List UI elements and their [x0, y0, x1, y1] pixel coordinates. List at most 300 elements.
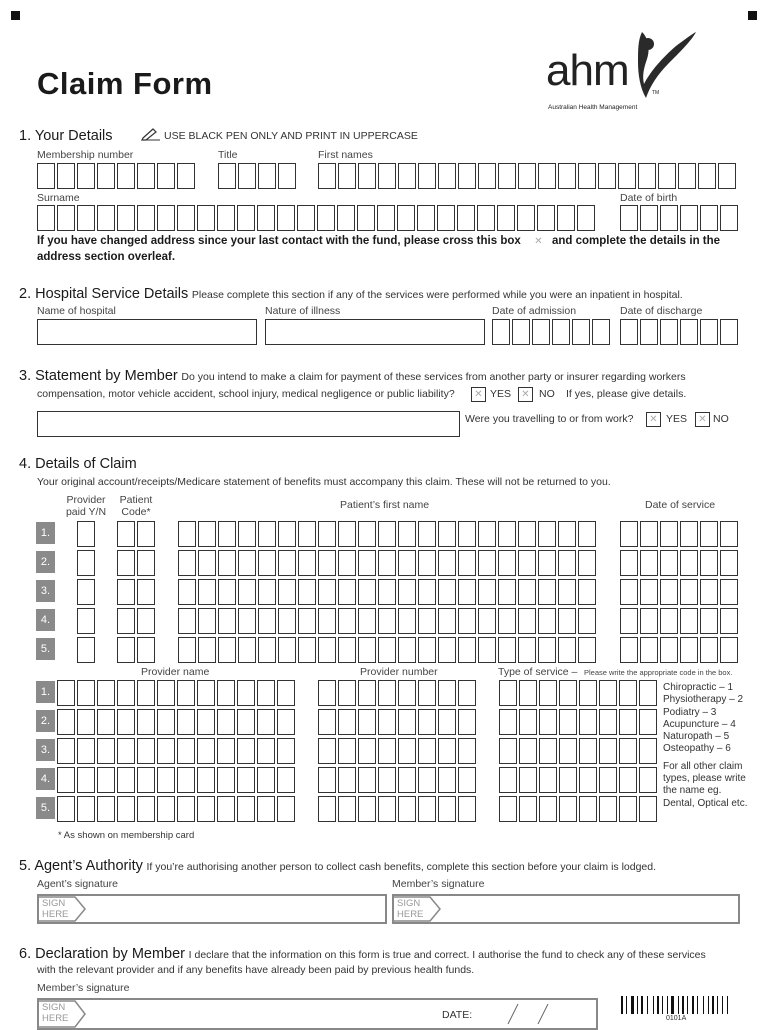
- patient-name-box[interactable]: [258, 579, 276, 605]
- service-type-box[interactable]: [639, 767, 657, 793]
- patient-name-box[interactable]: [438, 579, 456, 605]
- service-date-box[interactable]: [660, 521, 678, 547]
- provider-name-box[interactable]: [197, 680, 215, 706]
- provider-name-box[interactable]: [217, 796, 235, 822]
- patient-name-box[interactable]: [278, 637, 296, 663]
- patient-name-box[interactable]: [418, 521, 436, 547]
- patient-name-box[interactable]: [418, 637, 436, 663]
- char-box[interactable]: [620, 319, 638, 345]
- char-box[interactable]: [238, 163, 256, 189]
- provider-name-box[interactable]: [257, 767, 275, 793]
- patient-name-box[interactable]: [318, 550, 336, 576]
- patient-name-box[interactable]: [298, 608, 316, 634]
- char-box[interactable]: [518, 163, 536, 189]
- patient-code-box[interactable]: [137, 608, 155, 634]
- provider-name-box[interactable]: [97, 680, 115, 706]
- provider-name-box[interactable]: [217, 738, 235, 764]
- patient-name-box[interactable]: [198, 521, 216, 547]
- char-box[interactable]: [660, 205, 678, 231]
- provider-paid-box[interactable]: [77, 637, 95, 663]
- patient-name-box[interactable]: [418, 550, 436, 576]
- char-box[interactable]: [598, 163, 616, 189]
- patient-name-box[interactable]: [458, 608, 476, 634]
- provider-number-box[interactable]: [358, 796, 376, 822]
- provider-name-box[interactable]: [77, 738, 95, 764]
- patient-name-box[interactable]: [178, 550, 196, 576]
- provider-name-box[interactable]: [117, 709, 135, 735]
- char-box[interactable]: [698, 163, 716, 189]
- provider-paid-box[interactable]: [77, 608, 95, 634]
- char-box[interactable]: [97, 205, 115, 231]
- service-type-box[interactable]: [599, 680, 617, 706]
- provider-name-box[interactable]: [97, 738, 115, 764]
- patient-name-box[interactable]: [518, 550, 536, 576]
- char-box[interactable]: [720, 205, 738, 231]
- provider-name-box[interactable]: [57, 680, 75, 706]
- patient-name-box[interactable]: [278, 521, 296, 547]
- service-type-box[interactable]: [579, 767, 597, 793]
- patient-name-box[interactable]: [458, 637, 476, 663]
- service-date-box[interactable]: [680, 637, 698, 663]
- service-type-box[interactable]: [519, 738, 537, 764]
- provider-name-box[interactable]: [277, 738, 295, 764]
- patient-name-box[interactable]: [398, 521, 416, 547]
- provider-number-box[interactable]: [378, 680, 396, 706]
- patient-code-box[interactable]: [117, 608, 135, 634]
- service-type-box[interactable]: [599, 767, 617, 793]
- provider-name-box[interactable]: [137, 709, 155, 735]
- service-type-box[interactable]: [639, 680, 657, 706]
- char-box[interactable]: [558, 163, 576, 189]
- char-box[interactable]: [57, 205, 75, 231]
- provider-name-box[interactable]: [157, 796, 175, 822]
- patient-name-box[interactable]: [578, 521, 596, 547]
- char-box[interactable]: [417, 205, 435, 231]
- provider-name-box[interactable]: [97, 709, 115, 735]
- char-box[interactable]: [477, 205, 495, 231]
- char-box[interactable]: [117, 205, 135, 231]
- service-type-box[interactable]: [599, 738, 617, 764]
- provider-paid-box[interactable]: [77, 521, 95, 547]
- service-date-box[interactable]: [620, 608, 638, 634]
- service-date-box[interactable]: [720, 550, 738, 576]
- patient-name-box[interactable]: [438, 608, 456, 634]
- patient-name-box[interactable]: [258, 550, 276, 576]
- char-box[interactable]: [397, 205, 415, 231]
- char-box[interactable]: [338, 163, 356, 189]
- service-date-box[interactable]: [660, 637, 678, 663]
- service-type-box[interactable]: [519, 680, 537, 706]
- char-box[interactable]: [437, 205, 455, 231]
- provider-name-box[interactable]: [237, 796, 255, 822]
- patient-name-box[interactable]: [318, 608, 336, 634]
- char-box[interactable]: [512, 319, 530, 345]
- service-type-box[interactable]: [599, 709, 617, 735]
- service-date-box[interactable]: [640, 550, 658, 576]
- patient-name-box[interactable]: [218, 608, 236, 634]
- patient-name-box[interactable]: [558, 579, 576, 605]
- patient-name-box[interactable]: [478, 579, 496, 605]
- patient-name-box[interactable]: [358, 579, 376, 605]
- char-box[interactable]: [532, 319, 550, 345]
- patient-name-box[interactable]: [478, 550, 496, 576]
- service-date-box[interactable]: [620, 637, 638, 663]
- agent-signature-box[interactable]: [37, 894, 387, 924]
- service-date-box[interactable]: [720, 521, 738, 547]
- patient-name-box[interactable]: [378, 637, 396, 663]
- char-box[interactable]: [537, 205, 555, 231]
- patient-name-box[interactable]: [458, 550, 476, 576]
- provider-name-box[interactable]: [197, 796, 215, 822]
- char-box[interactable]: [620, 205, 638, 231]
- char-box[interactable]: [572, 319, 590, 345]
- patient-name-box[interactable]: [318, 579, 336, 605]
- patient-name-box[interactable]: [238, 550, 256, 576]
- provider-number-box[interactable]: [358, 680, 376, 706]
- patient-name-box[interactable]: [258, 637, 276, 663]
- provider-name-box[interactable]: [57, 796, 75, 822]
- provider-name-box[interactable]: [77, 709, 95, 735]
- provider-number-box[interactable]: [458, 709, 476, 735]
- service-date-box[interactable]: [680, 521, 698, 547]
- provider-name-box[interactable]: [257, 709, 275, 735]
- service-date-box[interactable]: [700, 579, 718, 605]
- service-type-box[interactable]: [519, 709, 537, 735]
- patient-name-box[interactable]: [538, 579, 556, 605]
- char-box[interactable]: [377, 205, 395, 231]
- provider-name-box[interactable]: [237, 680, 255, 706]
- provider-name-box[interactable]: [257, 738, 275, 764]
- patient-name-box[interactable]: [358, 637, 376, 663]
- patient-name-box[interactable]: [518, 579, 536, 605]
- service-type-box[interactable]: [639, 738, 657, 764]
- patient-name-box[interactable]: [178, 608, 196, 634]
- patient-name-box[interactable]: [438, 550, 456, 576]
- patient-code-box[interactable]: [137, 550, 155, 576]
- provider-number-box[interactable]: [438, 680, 456, 706]
- provider-number-box[interactable]: [418, 738, 436, 764]
- service-type-box[interactable]: [499, 709, 517, 735]
- provider-number-box[interactable]: [318, 709, 336, 735]
- patient-name-box[interactable]: [558, 521, 576, 547]
- patient-name-box[interactable]: [518, 637, 536, 663]
- char-box[interactable]: [680, 319, 698, 345]
- provider-name-box[interactable]: [117, 738, 135, 764]
- provider-name-box[interactable]: [117, 767, 135, 793]
- char-box[interactable]: [538, 163, 556, 189]
- provider-number-box[interactable]: [458, 767, 476, 793]
- provider-name-box[interactable]: [177, 680, 195, 706]
- patient-name-box[interactable]: [318, 637, 336, 663]
- service-type-box[interactable]: [539, 796, 557, 822]
- provider-name-box[interactable]: [137, 680, 155, 706]
- patient-name-box[interactable]: [498, 637, 516, 663]
- patient-name-box[interactable]: [398, 579, 416, 605]
- provider-number-box[interactable]: [318, 767, 336, 793]
- char-box[interactable]: [398, 163, 416, 189]
- patient-name-box[interactable]: [298, 521, 316, 547]
- char-box[interactable]: [577, 205, 595, 231]
- patient-name-box[interactable]: [278, 579, 296, 605]
- patient-name-box[interactable]: [538, 637, 556, 663]
- char-box[interactable]: [137, 205, 155, 231]
- provider-name-box[interactable]: [277, 709, 295, 735]
- service-date-box[interactable]: [720, 637, 738, 663]
- provider-number-box[interactable]: [338, 796, 356, 822]
- char-box[interactable]: [317, 205, 335, 231]
- service-type-box[interactable]: [579, 680, 597, 706]
- service-date-box[interactable]: [660, 579, 678, 605]
- provider-name-box[interactable]: [97, 796, 115, 822]
- char-box[interactable]: [297, 205, 315, 231]
- service-date-box[interactable]: [620, 579, 638, 605]
- service-type-box[interactable]: [579, 796, 597, 822]
- patient-name-box[interactable]: [238, 521, 256, 547]
- char-box[interactable]: [37, 205, 55, 231]
- service-type-box[interactable]: [539, 709, 557, 735]
- provider-number-box[interactable]: [438, 767, 456, 793]
- provider-number-box[interactable]: [398, 767, 416, 793]
- service-type-box[interactable]: [559, 738, 577, 764]
- patient-name-box[interactable]: [418, 608, 436, 634]
- service-type-box[interactable]: [559, 680, 577, 706]
- third-party-yes-checkbox[interactable]: ✕: [471, 387, 486, 402]
- provider-name-box[interactable]: [77, 796, 95, 822]
- service-type-box[interactable]: [499, 796, 517, 822]
- char-box[interactable]: [37, 163, 55, 189]
- provider-name-box[interactable]: [57, 767, 75, 793]
- patient-name-box[interactable]: [498, 608, 516, 634]
- patient-name-box[interactable]: [318, 521, 336, 547]
- provider-name-box[interactable]: [257, 796, 275, 822]
- patient-name-box[interactable]: [338, 550, 356, 576]
- patient-name-box[interactable]: [378, 608, 396, 634]
- service-date-box[interactable]: [700, 550, 718, 576]
- patient-code-box[interactable]: [117, 521, 135, 547]
- char-box[interactable]: [497, 205, 515, 231]
- provider-number-box[interactable]: [418, 767, 436, 793]
- char-box[interactable]: [638, 163, 656, 189]
- provider-name-box[interactable]: [197, 709, 215, 735]
- patient-name-box[interactable]: [218, 637, 236, 663]
- provider-number-box[interactable]: [318, 796, 336, 822]
- provider-name-box[interactable]: [197, 738, 215, 764]
- service-date-box[interactable]: [720, 579, 738, 605]
- third-party-no-checkbox[interactable]: ✕: [518, 387, 533, 402]
- patient-name-box[interactable]: [478, 608, 496, 634]
- service-date-box[interactable]: [680, 579, 698, 605]
- patient-name-box[interactable]: [238, 637, 256, 663]
- patient-name-box[interactable]: [398, 608, 416, 634]
- patient-name-box[interactable]: [538, 521, 556, 547]
- patient-name-box[interactable]: [358, 550, 376, 576]
- char-box[interactable]: [277, 205, 295, 231]
- char-box[interactable]: [592, 319, 610, 345]
- patient-name-box[interactable]: [358, 521, 376, 547]
- service-date-box[interactable]: [720, 608, 738, 634]
- provider-name-box[interactable]: [177, 709, 195, 735]
- provider-number-box[interactable]: [418, 796, 436, 822]
- provider-number-box[interactable]: [398, 796, 416, 822]
- provider-number-box[interactable]: [358, 709, 376, 735]
- patient-name-box[interactable]: [398, 637, 416, 663]
- provider-name-box[interactable]: [157, 738, 175, 764]
- provider-name-box[interactable]: [177, 738, 195, 764]
- provider-number-box[interactable]: [318, 738, 336, 764]
- patient-name-box[interactable]: [338, 579, 356, 605]
- patient-name-box[interactable]: [518, 608, 536, 634]
- patient-name-box[interactable]: [178, 637, 196, 663]
- char-box[interactable]: [258, 163, 276, 189]
- char-box[interactable]: [257, 205, 275, 231]
- provider-number-box[interactable]: [438, 796, 456, 822]
- provider-name-box[interactable]: [177, 767, 195, 793]
- service-date-box[interactable]: [680, 550, 698, 576]
- char-box[interactable]: [618, 163, 636, 189]
- service-date-box[interactable]: [700, 637, 718, 663]
- patient-name-box[interactable]: [338, 521, 356, 547]
- patient-name-box[interactable]: [578, 550, 596, 576]
- patient-name-box[interactable]: [198, 550, 216, 576]
- provider-name-box[interactable]: [77, 680, 95, 706]
- provider-number-box[interactable]: [338, 680, 356, 706]
- provider-number-box[interactable]: [358, 767, 376, 793]
- char-box[interactable]: [700, 319, 718, 345]
- provider-name-box[interactable]: [237, 709, 255, 735]
- patient-name-box[interactable]: [198, 608, 216, 634]
- char-box[interactable]: [658, 163, 676, 189]
- char-box[interactable]: [552, 319, 570, 345]
- service-date-box[interactable]: [640, 521, 658, 547]
- service-type-box[interactable]: [539, 767, 557, 793]
- char-box[interactable]: [640, 319, 658, 345]
- provider-number-box[interactable]: [398, 738, 416, 764]
- service-type-box[interactable]: [499, 680, 517, 706]
- patient-name-box[interactable]: [258, 608, 276, 634]
- provider-name-box[interactable]: [57, 738, 75, 764]
- service-type-box[interactable]: [639, 709, 657, 735]
- hospital-name-field[interactable]: [37, 319, 257, 345]
- provider-number-box[interactable]: [378, 767, 396, 793]
- patient-name-box[interactable]: [558, 637, 576, 663]
- patient-name-box[interactable]: [258, 521, 276, 547]
- service-date-box[interactable]: [680, 608, 698, 634]
- patient-name-box[interactable]: [578, 637, 596, 663]
- char-box[interactable]: [218, 163, 236, 189]
- patient-code-box[interactable]: [117, 550, 135, 576]
- provider-number-box[interactable]: [338, 767, 356, 793]
- char-box[interactable]: [358, 163, 376, 189]
- patient-name-box[interactable]: [558, 550, 576, 576]
- patient-name-box[interactable]: [178, 579, 196, 605]
- provider-number-box[interactable]: [318, 680, 336, 706]
- patient-name-box[interactable]: [278, 608, 296, 634]
- service-type-box[interactable]: [619, 709, 637, 735]
- provider-number-box[interactable]: [418, 680, 436, 706]
- patient-name-box[interactable]: [498, 521, 516, 547]
- service-type-box[interactable]: [619, 796, 637, 822]
- service-type-box[interactable]: [519, 767, 537, 793]
- patient-name-box[interactable]: [278, 550, 296, 576]
- patient-name-box[interactable]: [338, 637, 356, 663]
- provider-number-box[interactable]: [438, 709, 456, 735]
- char-box[interactable]: [278, 163, 296, 189]
- service-type-box[interactable]: [539, 680, 557, 706]
- char-box[interactable]: [177, 205, 195, 231]
- patient-name-box[interactable]: [578, 608, 596, 634]
- service-type-box[interactable]: [599, 796, 617, 822]
- provider-number-box[interactable]: [398, 709, 416, 735]
- provider-name-box[interactable]: [157, 709, 175, 735]
- char-box[interactable]: [557, 205, 575, 231]
- char-box[interactable]: [492, 319, 510, 345]
- provider-number-box[interactable]: [338, 709, 356, 735]
- provider-name-box[interactable]: [137, 738, 155, 764]
- service-date-box[interactable]: [620, 550, 638, 576]
- char-box[interactable]: [97, 163, 115, 189]
- char-box[interactable]: [378, 163, 396, 189]
- provider-number-box[interactable]: [338, 738, 356, 764]
- provider-name-box[interactable]: [157, 680, 175, 706]
- patient-name-box[interactable]: [178, 521, 196, 547]
- provider-name-box[interactable]: [137, 767, 155, 793]
- patient-name-box[interactable]: [358, 608, 376, 634]
- char-box[interactable]: [318, 163, 336, 189]
- address-change-checkbox[interactable]: ✕: [534, 236, 543, 247]
- char-box[interactable]: [720, 319, 738, 345]
- travel-no-checkbox[interactable]: ✕: [695, 412, 710, 427]
- char-box[interactable]: [197, 205, 215, 231]
- patient-code-box[interactable]: [137, 579, 155, 605]
- provider-name-box[interactable]: [277, 767, 295, 793]
- patient-name-box[interactable]: [198, 579, 216, 605]
- patient-name-box[interactable]: [378, 579, 396, 605]
- provider-name-box[interactable]: [157, 767, 175, 793]
- char-box[interactable]: [578, 163, 596, 189]
- service-date-box[interactable]: [640, 579, 658, 605]
- service-date-box[interactable]: [700, 521, 718, 547]
- provider-name-box[interactable]: [237, 738, 255, 764]
- patient-name-box[interactable]: [498, 550, 516, 576]
- service-type-box[interactable]: [559, 767, 577, 793]
- service-date-box[interactable]: [620, 521, 638, 547]
- provider-name-box[interactable]: [277, 680, 295, 706]
- provider-name-box[interactable]: [57, 709, 75, 735]
- patient-name-box[interactable]: [398, 550, 416, 576]
- member-signature-box-agent[interactable]: [392, 894, 740, 924]
- provider-number-box[interactable]: [438, 738, 456, 764]
- declaration-signature-box[interactable]: [37, 998, 598, 1030]
- patient-name-box[interactable]: [458, 521, 476, 547]
- char-box[interactable]: [77, 163, 95, 189]
- patient-name-box[interactable]: [298, 579, 316, 605]
- provider-number-box[interactable]: [378, 709, 396, 735]
- provider-name-box[interactable]: [217, 709, 235, 735]
- provider-number-box[interactable]: [358, 738, 376, 764]
- provider-name-box[interactable]: [217, 680, 235, 706]
- provider-number-box[interactable]: [398, 680, 416, 706]
- patient-code-box[interactable]: [117, 579, 135, 605]
- provider-name-box[interactable]: [137, 796, 155, 822]
- char-box[interactable]: [237, 205, 255, 231]
- service-date-box[interactable]: [700, 608, 718, 634]
- patient-name-box[interactable]: [498, 579, 516, 605]
- char-box[interactable]: [680, 205, 698, 231]
- provider-name-box[interactable]: [237, 767, 255, 793]
- provider-number-box[interactable]: [378, 796, 396, 822]
- patient-code-box[interactable]: [137, 637, 155, 663]
- service-type-box[interactable]: [639, 796, 657, 822]
